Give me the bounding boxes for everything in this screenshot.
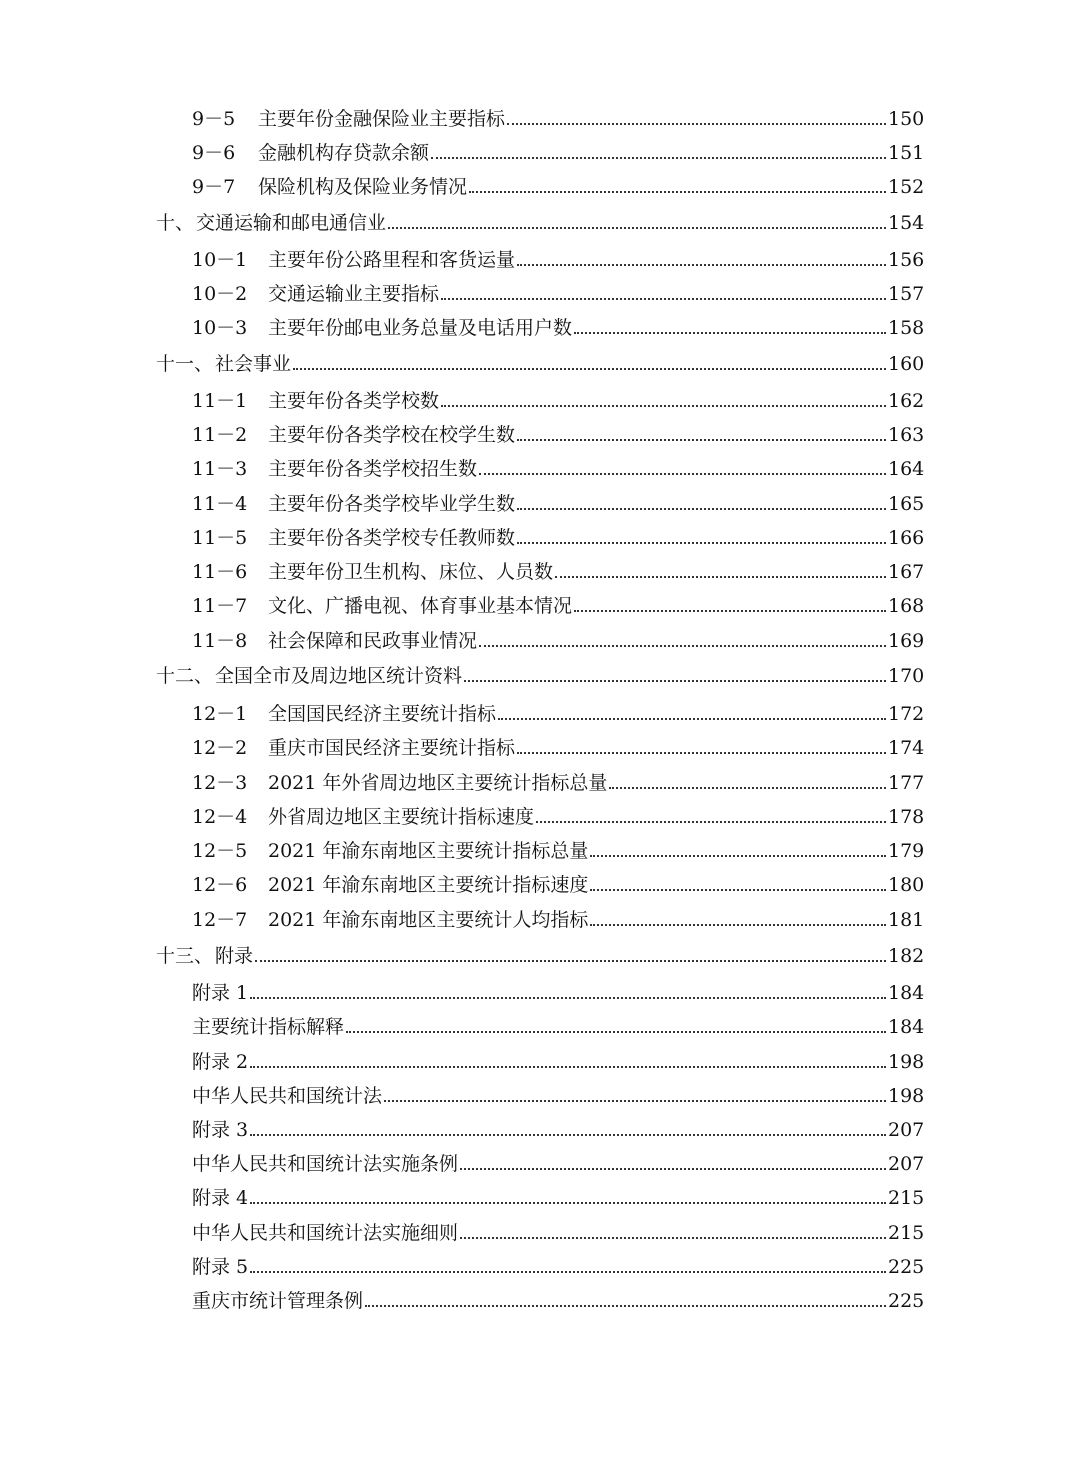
toc-entry-number: 11－7	[192, 595, 248, 617]
toc-entry-number: 12－3	[192, 772, 248, 794]
toc-page-number: 198	[888, 1051, 925, 1073]
toc-section-entry[interactable]	[0, 100, 1074, 130]
toc-dot-leader	[250, 1134, 886, 1136]
toc-page-number: 184	[888, 1016, 925, 1038]
toc-entry-title: 社会事业	[215, 353, 292, 375]
toc-dot-leader	[517, 752, 886, 754]
toc-page-number: 177	[888, 772, 925, 794]
toc-entry-number: 11－2	[192, 424, 248, 446]
toc-entry-title: 附录 5	[192, 1256, 249, 1278]
toc-dot-leader	[507, 123, 886, 125]
toc-page-number: 207	[888, 1153, 925, 1175]
toc-section-entry[interactable]	[0, 134, 1074, 164]
toc-section-entry[interactable]	[0, 695, 1074, 725]
toc-entry-title: 主要年份金融保险业主要指标	[258, 108, 506, 130]
toc-page-number: 157	[888, 283, 925, 305]
toc-entry-number: 12－6	[192, 874, 248, 896]
toc-entry-title: 全国国民经济主要统计指标	[268, 703, 497, 725]
toc-section-entry[interactable]	[0, 798, 1074, 828]
toc-dot-leader	[479, 473, 886, 475]
toc-section-entry[interactable]	[0, 1043, 1074, 1073]
toc-dot-leader	[441, 405, 886, 407]
toc-page-number: 162	[888, 390, 925, 412]
toc-page-number: 152	[888, 176, 925, 198]
toc-dot-leader	[384, 1100, 886, 1102]
toc-entry-title: 附录 3	[192, 1119, 249, 1141]
toc-entry-number: 12－4	[192, 806, 248, 828]
toc-section-entry[interactable]	[0, 275, 1074, 305]
toc-dot-leader	[517, 439, 886, 441]
toc-dot-leader	[460, 1168, 886, 1170]
toc-dot-leader	[250, 1271, 886, 1273]
toc-entry-title: 附录 4	[192, 1187, 249, 1209]
toc-entry-number: 11－3	[192, 458, 248, 480]
toc-page-number: 150	[888, 108, 925, 130]
toc-section-entry[interactable]	[0, 382, 1074, 412]
toc-page-number: 225	[888, 1256, 925, 1278]
toc-entry-number: 11－5	[192, 527, 248, 549]
toc-entry-number: 11－6	[192, 561, 248, 583]
toc-entry-title: 2021 年外省周边地区主要统计指标总量	[268, 772, 608, 794]
toc-section-entry[interactable]	[0, 1008, 1074, 1038]
toc-page-number: 165	[888, 493, 925, 515]
toc-entry-number: 11－8	[192, 630, 248, 652]
toc-page-number: 198	[888, 1085, 925, 1107]
toc-entry-number: 12－5	[192, 840, 248, 862]
toc-section-entry[interactable]	[0, 764, 1074, 794]
toc-entry-title: 文化、广播电视、体育事业基本情况	[268, 595, 573, 617]
toc-dot-leader	[574, 610, 886, 612]
toc-page-number: 164	[888, 458, 925, 480]
toc-dot-leader	[460, 1237, 886, 1239]
toc-dot-leader	[464, 680, 886, 682]
toc-section-entry[interactable]	[0, 729, 1074, 759]
toc-section-entry[interactable]	[0, 309, 1074, 339]
toc-entry-title: 重庆市国民经济主要统计指标	[268, 737, 516, 759]
toc-entry-title: 中华人民共和国统计法实施细则	[192, 1222, 459, 1244]
toc-dot-leader	[517, 264, 886, 266]
toc-page-number: 169	[888, 630, 925, 652]
toc-section-entry[interactable]	[0, 587, 1074, 617]
toc-chapter-entry[interactable]	[0, 657, 1074, 687]
toc-dot-leader	[517, 542, 886, 544]
toc-entry-number: 十二、	[156, 665, 214, 687]
toc-entry-title: 保险机构及保险业务情况	[258, 176, 468, 198]
toc-page-number: 154	[888, 212, 925, 234]
toc-page-number: 158	[888, 317, 925, 339]
toc-entry-number: 12－2	[192, 737, 248, 759]
toc-entry-title: 社会保障和民政事业情况	[268, 630, 478, 652]
toc-entry-title: 交通运输和邮电通信业	[196, 212, 387, 234]
toc-dot-leader	[590, 855, 886, 857]
toc-entry-title: 主要年份卫生机构、床位、人员数	[268, 561, 554, 583]
toc-dot-leader	[255, 960, 886, 962]
toc-dot-leader	[590, 924, 886, 926]
toc-entry-title: 2021 年渝东南地区主要统计人均指标	[268, 909, 589, 931]
toc-page-number: 156	[888, 249, 925, 271]
toc-dot-leader	[250, 1202, 886, 1204]
toc-chapter-entry[interactable]	[0, 937, 1074, 967]
toc-page-number: 215	[888, 1187, 925, 1209]
toc-entry-title: 重庆市统计管理条例	[192, 1290, 364, 1312]
toc-section-entry[interactable]	[0, 974, 1074, 1004]
toc-section-entry[interactable]	[0, 622, 1074, 652]
toc-section-entry[interactable]	[0, 1179, 1074, 1209]
toc-dot-leader	[346, 1031, 886, 1033]
toc-entry-title: 主要年份各类学校招生数	[268, 458, 478, 480]
toc-dot-leader	[250, 997, 886, 999]
toc-page-number: 180	[888, 874, 925, 896]
toc-dot-leader	[441, 298, 886, 300]
toc-entry-title: 主要年份邮电业务总量及电话用户数	[268, 317, 573, 339]
toc-dot-leader	[365, 1305, 886, 1307]
toc-entry-number: 10－3	[192, 317, 248, 339]
toc-entry-title: 交通运输业主要指标	[268, 283, 440, 305]
toc-section-entry[interactable]	[0, 901, 1074, 931]
toc-section-entry[interactable]	[0, 168, 1074, 198]
toc-dot-leader	[388, 227, 886, 229]
toc-page-number: 225	[888, 1290, 925, 1312]
toc-dot-leader	[469, 191, 886, 193]
toc-entry-number: 10－2	[192, 283, 248, 305]
toc-section-entry[interactable]	[0, 866, 1074, 896]
toc-dot-leader	[293, 368, 886, 370]
toc-entry-title: 主要年份各类学校数	[268, 390, 440, 412]
toc-entry-title: 全国全市及周边地区统计资料	[215, 665, 463, 687]
toc-section-entry[interactable]	[0, 450, 1074, 480]
toc-entry-title: 附录	[215, 945, 254, 967]
toc-dot-leader	[555, 576, 886, 578]
toc-entry-title: 附录 2	[192, 1051, 249, 1073]
toc-dot-leader	[609, 787, 886, 789]
toc-page-number: 215	[888, 1222, 925, 1244]
toc-chapter-entry[interactable]	[0, 345, 1074, 375]
toc-section-entry[interactable]	[0, 1282, 1074, 1312]
toc-dot-leader	[517, 508, 886, 510]
toc-page-number: 160	[888, 353, 925, 375]
toc-dot-leader	[250, 1066, 886, 1068]
toc-entry-title: 中华人民共和国统计法	[192, 1085, 383, 1107]
toc-entry-number: 9－6	[192, 142, 236, 164]
toc-entry-number: 十、	[156, 212, 195, 234]
toc-page-number: 182	[888, 945, 925, 967]
toc-section-entry[interactable]	[0, 1214, 1074, 1244]
toc-page-number: 172	[888, 703, 925, 725]
toc-entry-title: 2021 年渝东南地区主要统计指标总量	[268, 840, 589, 862]
toc-section-entry[interactable]	[0, 519, 1074, 549]
toc-section-entry[interactable]	[0, 1248, 1074, 1278]
toc-page-number: 167	[888, 561, 925, 583]
toc-dot-leader	[498, 718, 886, 720]
toc-entry-number: 10－1	[192, 249, 248, 271]
toc-entry-title: 附录 1	[192, 982, 249, 1004]
toc-page-number: 179	[888, 840, 925, 862]
toc-section-entry[interactable]	[0, 553, 1074, 583]
toc-section-entry[interactable]	[0, 485, 1074, 515]
toc-entry-title: 主要年份各类学校专任教师数	[268, 527, 516, 549]
toc-page-number: 168	[888, 595, 925, 617]
toc-page-number: 166	[888, 527, 925, 549]
toc-page-number: 163	[888, 424, 925, 446]
toc-page-number: 178	[888, 806, 925, 828]
toc-entry-title: 主要年份各类学校毕业学生数	[268, 493, 516, 515]
toc-page-number: 184	[888, 982, 925, 1004]
toc-chapter-entry[interactable]	[0, 204, 1074, 234]
toc-page-number: 151	[888, 142, 925, 164]
toc-entry-number: 十三、	[156, 945, 214, 967]
toc-page-number: 174	[888, 737, 925, 759]
toc-section-entry[interactable]	[0, 416, 1074, 446]
toc-entry-title: 中华人民共和国统计法实施条例	[192, 1153, 459, 1175]
toc-section-entry[interactable]	[0, 1145, 1074, 1175]
toc-section-entry[interactable]	[0, 832, 1074, 862]
toc-entry-title: 主要年份各类学校在校学生数	[268, 424, 516, 446]
toc-entry-title: 2021 年渝东南地区主要统计指标速度	[268, 874, 589, 896]
toc-entry-number: 9－5	[192, 108, 236, 130]
toc-entry-number: 11－4	[192, 493, 248, 515]
toc-dot-leader	[431, 157, 886, 159]
toc-entry-number: 12－7	[192, 909, 248, 931]
toc-entry-title: 金融机构存贷款余额	[258, 142, 430, 164]
toc-page-number: 170	[888, 665, 925, 687]
toc-entry-title: 主要年份公路里程和客货运量	[268, 249, 516, 271]
toc-page-number: 181	[888, 909, 925, 931]
toc-page-number: 207	[888, 1119, 925, 1141]
toc-entry-title: 主要统计指标解释	[192, 1016, 345, 1038]
toc-dot-leader	[479, 645, 886, 647]
toc-dot-leader	[536, 821, 886, 823]
toc-entry-number: 12－1	[192, 703, 248, 725]
toc-section-entry[interactable]	[0, 1077, 1074, 1107]
toc-dot-leader	[590, 889, 886, 891]
toc-entry-title: 外省周边地区主要统计指标速度	[268, 806, 535, 828]
toc-entry-number: 十一、	[156, 353, 214, 375]
toc-section-entry[interactable]	[0, 1111, 1074, 1141]
toc-entry-number: 11－1	[192, 390, 248, 412]
toc-section-entry[interactable]	[0, 241, 1074, 271]
toc-entry-number: 9－7	[192, 176, 236, 198]
toc-dot-leader	[574, 332, 886, 334]
